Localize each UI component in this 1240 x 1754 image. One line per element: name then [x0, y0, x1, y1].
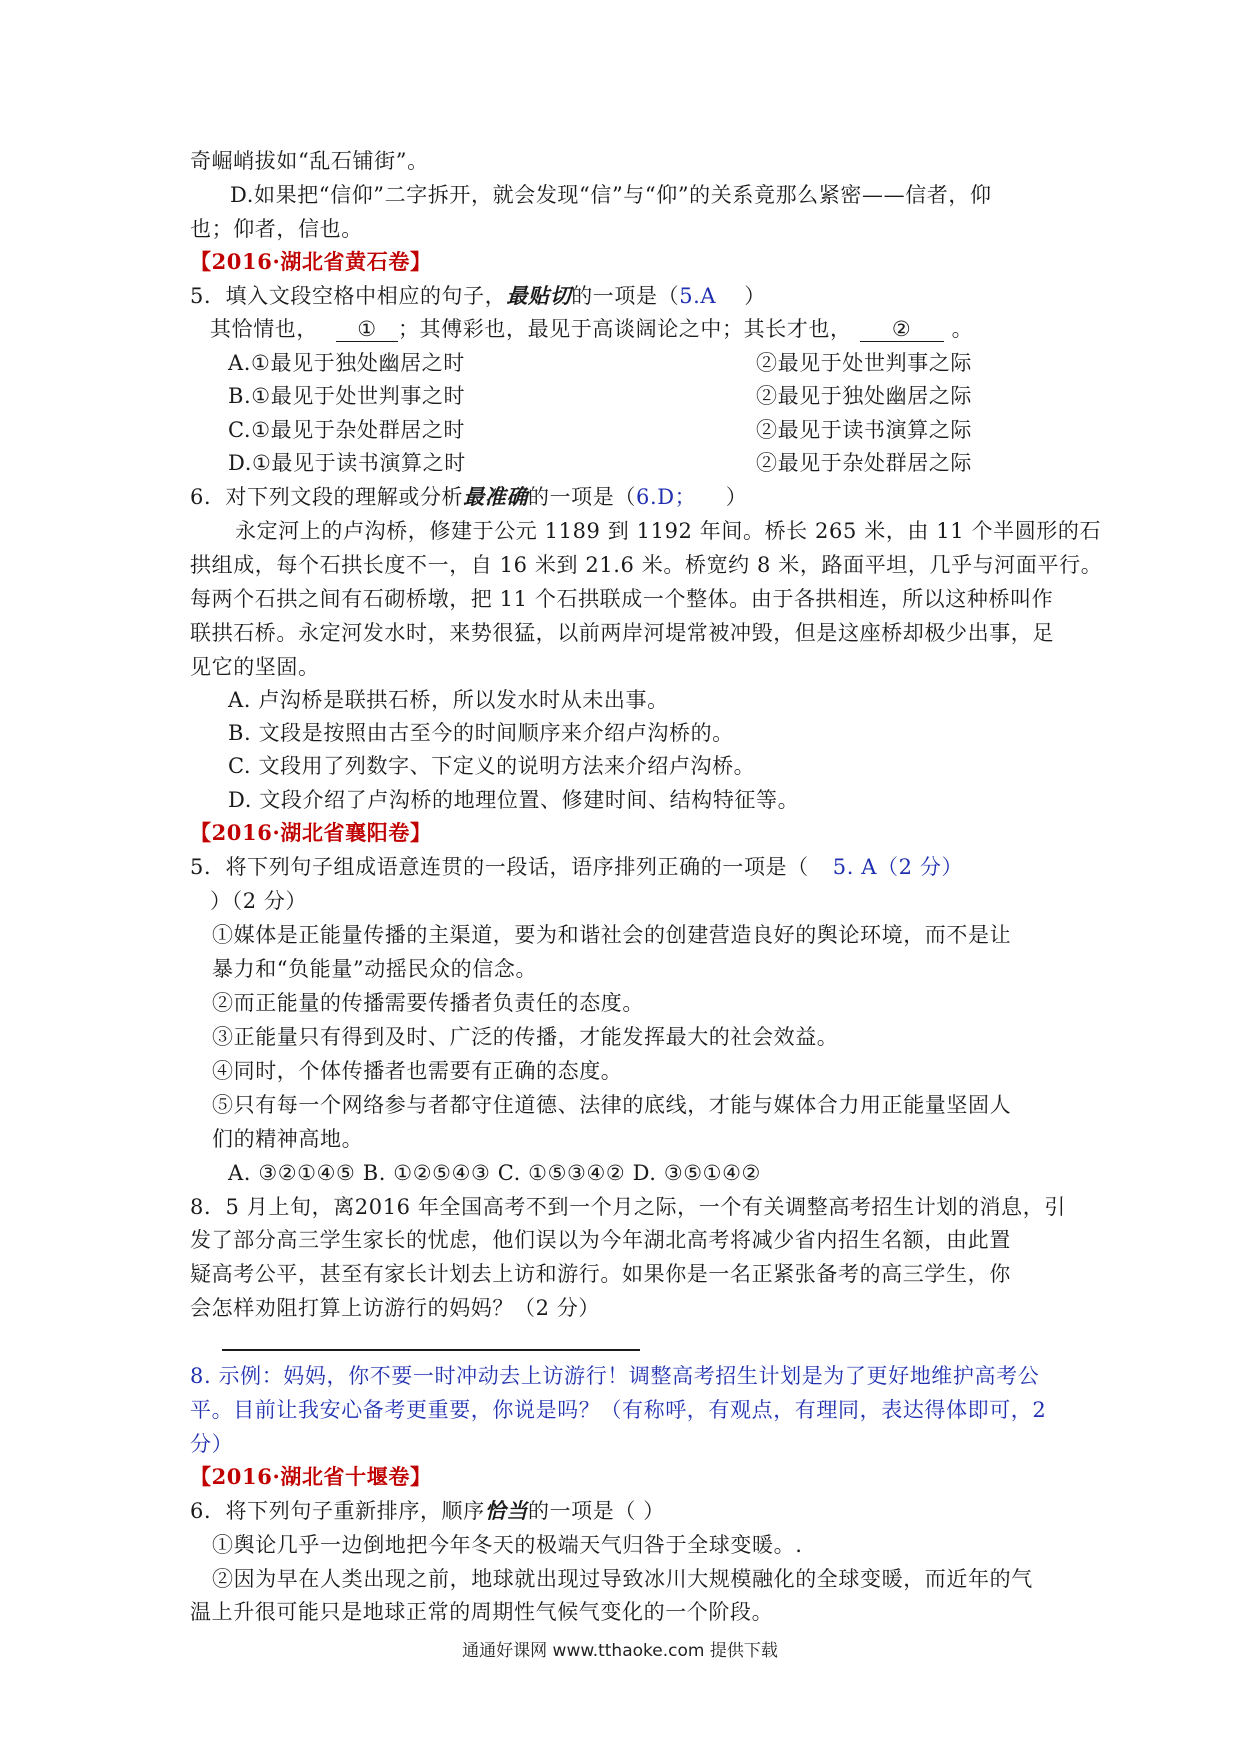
option-row [228, 381, 972, 411]
choice-item: C. 文段用了列数字、下定义的说明方法来介绍卢沟桥。 [228, 754, 756, 778]
sentence-item: 们的精神高地。 [212, 1127, 364, 1151]
section-header: 【2016·湖北省十堰卷】 [190, 1464, 432, 1489]
question-text: ） [744, 284, 766, 308]
option-row [228, 348, 972, 378]
sentence-item: ⑤只有每一个网络参与者都守住道德、法律的底线，才能与媒体合力用正能量坚固人 [212, 1093, 1012, 1117]
passage-line [210, 314, 973, 344]
passage-text: 其恰情也， [210, 317, 318, 341]
option-right: ②最见于处世判事之际 [756, 351, 972, 375]
section-header: 【2016·湖北省黄石卷】 [190, 249, 432, 274]
question-8-line: 8．5 月上旬，离2016 年全国高考不到一个月之际，一个有关调整高考招生计划的消息，引 [190, 1195, 1066, 1219]
passage-text: 。 [951, 317, 974, 341]
option-left: A.①最见于独处幽居之时 [228, 351, 465, 375]
question-text: 6．将下列句子重新排序，顺序 [190, 1499, 485, 1523]
sentence-item: 温上升很可能只是地球正常的周期性气候气变化的一个阶段。 [190, 1600, 774, 1624]
option-right: ②最见于读书演算之际 [756, 418, 972, 442]
option-right: ②最见于独处幽居之际 [756, 384, 972, 408]
option-left: C.①最见于杂处群居之时 [228, 418, 466, 442]
option-right: ②最见于杂处群居之际 [756, 451, 972, 475]
question-6-stem [190, 482, 747, 512]
passage-line: 每两个石拱之间有石砌桥墩，把 11 个石拱联成一个整体。由于各拱相连，所以这种桥叫作 [190, 587, 1054, 611]
option-row [228, 448, 972, 478]
sentence-item: ①舆论几乎一边倒地把今年冬天的极端天气归咎于全球变暖。. [212, 1533, 803, 1557]
question-8-line: 发了部分高三学生家长的忧虑，他们误以为今年湖北高考将减少省内招生名额，由此置 [190, 1228, 1011, 1252]
section-header: 【2016·湖北省襄阳卷】 [190, 820, 432, 845]
sentence-item: ②而正能量的传播需要传播者负责任的态度。 [212, 991, 644, 1015]
answer-key: 6.D； [635, 485, 686, 509]
question-5-stem [190, 852, 963, 882]
question-text: ）（2 分） [210, 889, 308, 913]
text-line: D.如果把“信仰”二字拆开，就会发现“信”与“仰”的关系竟那么紧密——信者，仰 [230, 183, 992, 207]
sentence-item: ③正能量只有得到及时、广泛的传播，才能发挥最大的社会效益。 [212, 1025, 839, 1049]
answer-key: 5. A（2 分） [832, 855, 964, 879]
emphasis-text: 最准确 [463, 484, 528, 509]
question-text: 5．将下列句子组成语意连贯的一段话，语序排列正确的一项是（ [190, 855, 809, 879]
question-text: 的一项是（ ） [527, 1499, 665, 1523]
sample-answer-line: 分） [190, 1432, 234, 1456]
footer: 通通好课网 www.tthaoke.com 提供下载 [462, 1641, 778, 1661]
question-text: 6．对下列文段的理解或分析 [190, 485, 464, 509]
option-list: A. ③②①④⑤ B. ①②⑤④③ C. ①⑤③④② D. ③⑤①④② [228, 1161, 761, 1185]
passage-line: 联拱石桥。永定河发水时，来势很猛，以前两岸河堤常被冲毁，但是这座桥却极少出事，足 [190, 621, 1054, 645]
sample-answer-line: 8. 示例：妈妈，你不要一时冲动去上访游行！调整高考招生计划是为了更好地维护高考公 [190, 1364, 1040, 1388]
sentence-item: 暴力和“负能量”动摇民众的信念。 [212, 957, 538, 981]
question-6-stem [190, 1496, 665, 1526]
question-text: 的一项是（ [527, 485, 636, 509]
question-text: ） [725, 485, 748, 509]
sentence-item: ②因为早在人类出现之前，地球就出现过导致冰川大规模融化的全球变暖，而近年的气 [212, 1567, 1033, 1591]
choice-item: D. 文段介绍了卢沟桥的地理位置、修建时间、结构特征等。 [228, 788, 800, 812]
option-left: D.①最见于读书演算之时 [228, 451, 466, 475]
question-5-stem [190, 281, 766, 311]
question-8-line: 疑高考公平，甚至有家长计划去上访和游行。如果你是一名正紧张备考的高三学生，你 [190, 1262, 1011, 1286]
text-line: 也；仰者，信也。 [190, 217, 363, 241]
question-text: 的一项是（ [571, 284, 680, 308]
blank-2: ② [860, 317, 944, 342]
question-8-line: 会怎样劝阻打算上访游行的妈妈？（2 分） [190, 1296, 601, 1320]
answer-key: 5.A [679, 284, 717, 308]
sample-answer-line: 平。目前让我安心备考更重要，你说是吗？（有称呼，有观点，有理同，表达得体即可，2 [190, 1398, 1047, 1422]
answer-line [222, 1349, 640, 1351]
question-text: 5．填入文段空格中相应的句子， [190, 284, 507, 308]
sentence-item: ④同时，个体传播者也需要有正确的态度。 [212, 1059, 623, 1083]
passage-line: 拱组成，每个石拱长度不一，自 16 米到 21.6 米。桥宽约 8 米，路面平坦，几乎与河面平行。 [190, 553, 1103, 577]
option-row [228, 415, 972, 445]
sentence-item: ①媒体是正能量传播的主渠道，要为和谐社会的创建营造良好的舆论环境，而不是让 [212, 923, 1012, 947]
option-left: B.①最见于处世判事之时 [228, 384, 466, 408]
choice-item: A. 卢沟桥是联拱石桥，所以发水时从未出事。 [228, 688, 669, 712]
text-line: 奇崛峭拔如“乱石铺街”。 [190, 149, 429, 173]
emphasis-text: 恰当 [484, 1498, 528, 1523]
passage-text: ；其傅彩也，最见于高谈阔论之中；其长才也， [398, 317, 852, 341]
blank-1: ① [336, 317, 398, 342]
choice-item: B. 文段是按照由古至今的时间顺序来介绍卢沟桥的。 [228, 721, 734, 745]
emphasis-text: 最贴切 [506, 283, 572, 308]
passage-line: 见它的坚固。 [190, 655, 320, 679]
passage-line: 永定河上的卢沟桥，修建于公元 1189 到 1192 年间。桥长 265 米，由 11 个半圆形的石 [235, 519, 1102, 543]
